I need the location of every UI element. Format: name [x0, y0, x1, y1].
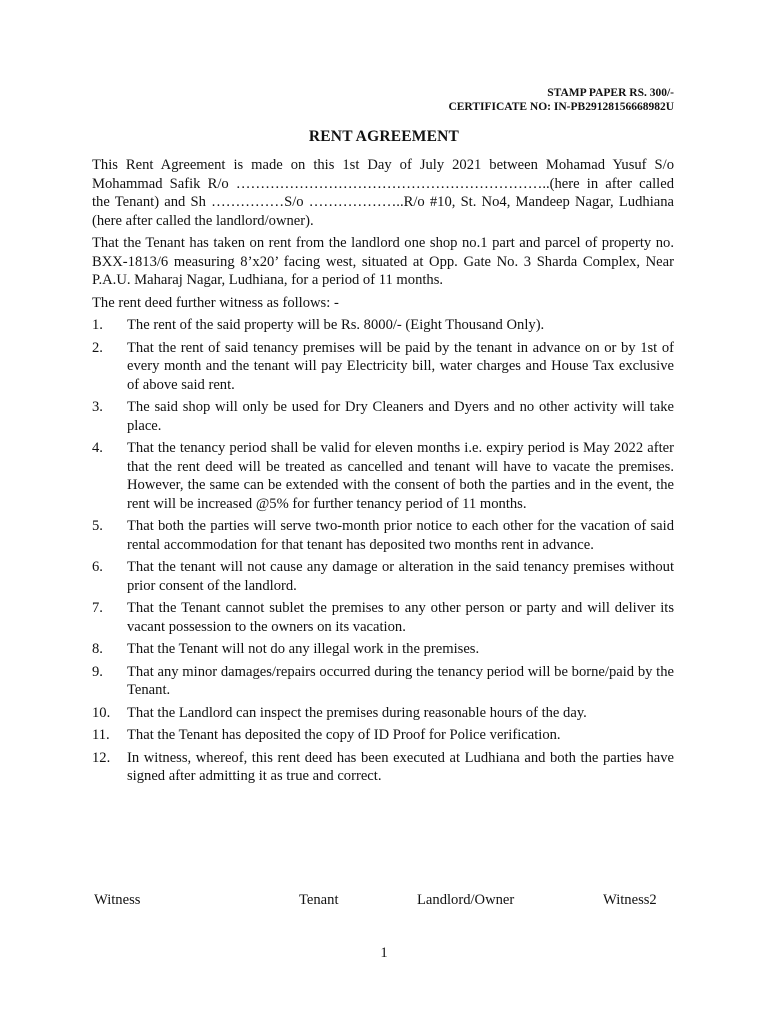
document-body: [92, 156, 674, 790]
clause-number: 3.: [92, 399, 103, 415]
stamp-paper-value: STAMP PAPER RS. 300/-: [547, 87, 674, 99]
clause-item: [92, 663, 674, 700]
clause-number: 4.: [92, 440, 103, 456]
clause-item: [92, 726, 674, 745]
clause-number: 8.: [92, 641, 103, 657]
signature-row: [0, 892, 768, 912]
witness2-signature-label: Witness2: [603, 892, 657, 908]
clause-number: 5.: [92, 518, 103, 534]
clause-text: In witness, whereof, this rent deed has been executed at Ludhiana and both the parties have signed after admitting it as true and correct.: [127, 749, 674, 784]
clause-text: That the Tenant cannot sublet the premises to any other person or party and will deliver its vacant possession to the owners on its vacation.: [127, 600, 674, 635]
clause-item: [92, 704, 674, 723]
page-number: 1: [380, 945, 388, 961]
clause-item: [92, 316, 674, 335]
clause-text: That the tenant will not cause any damage or alteration in the said tenancy premises without prior consent of the landlord.: [127, 559, 674, 594]
clause-text: The rent of the said property will be Rs. 8000/- (Eight Thousand Only).: [127, 317, 545, 333]
clause-text: That the rent of said tenancy premises will be paid by the tenant in advance on or by 1st of every month and the tenant will pay Electricity bill, water charges and House Tax exclusive of above said rent.: [127, 339, 674, 393]
clause-item: [92, 517, 674, 554]
clause-item: [92, 749, 674, 786]
clause-text: That the Tenant has deposited the copy of ID Proof for Police verification.: [127, 727, 561, 743]
clause-item: [92, 398, 674, 435]
clause-number: 9.: [92, 663, 103, 680]
clause-number: 2.: [92, 339, 103, 356]
clause-text: That the Tenant will not do any illegal work in the premises.: [127, 641, 480, 657]
clause-text: That the Landlord can inspect the premises during reasonable hours of the day.: [127, 704, 587, 721]
clause-number: 6.: [92, 559, 103, 575]
document-title: RENT AGREEMENT: [308, 128, 460, 145]
certificate-number: CERTIFICATE NO: IN-PB29128156668982U: [448, 100, 674, 113]
property-paragraph: That the Tenant has taken on rent from the landlord one shop no.1 part and parcel of property no. BXX-1813/6 measuring 8’x20’ facing west, situated at Opp. Gate No. 3 Sharda Complex, Near P.A.U. Maharaj Nagar, Ludhiana, for a period of 11 months.: [92, 235, 674, 288]
clause-item: [92, 439, 674, 513]
clause-item: [92, 599, 674, 636]
clause-number: 11.: [92, 727, 110, 743]
witness1-signature-label: Witness: [94, 892, 141, 908]
clause-text: The said shop will only be used for Dry Cleaners and Dyers and no other activity will take place.: [127, 399, 674, 434]
clauses-list: [92, 316, 674, 786]
tenant-signature-label: Tenant: [299, 892, 339, 908]
witness-intro-paragraph: The rent deed further witness as follows: -: [92, 294, 339, 311]
clause-item: [92, 640, 674, 659]
clause-number: 1.: [92, 317, 103, 333]
clause-item: [92, 339, 674, 395]
clause-number: 12.: [92, 749, 111, 766]
clause-number: 10.: [92, 704, 111, 721]
clause-number: 7.: [92, 600, 103, 616]
clause-text: That any minor damages/repairs occurred during the tenancy period will be borne/paid by the Tenant.: [127, 663, 674, 698]
clause-text: That both the parties will serve two-month prior notice to each other for the vacation of said rental accommodation for that tenant has deposited two months rent in advance.: [127, 518, 674, 553]
intro-paragraph: This Rent Agreement is made on this 1st Day of July 2021 between Mohamad Yusuf S/o Mohammad Safik R/o ………………………………………………………..(here in after called the Tenant) and Sh ……………S/o ………………..R/o #10, St. No4, Mandeep Nagar, Ludhiana (here after called the landlord/owner).: [92, 157, 674, 229]
stamp-paper-header: [448, 87, 674, 114]
landlord-signature-label: Landlord/Owner: [417, 892, 515, 908]
clause-item: [92, 558, 674, 595]
clause-text: That the tenancy period shall be valid for eleven months i.e. expiry period is May 2022 after that the rent deed will be treated as cancelled and tenant will have to vacate the premises. However, the same can be extended with the consent of both the parties and in the event, the rent will be increased @5% for further tenancy period of 11 months.: [127, 440, 674, 512]
